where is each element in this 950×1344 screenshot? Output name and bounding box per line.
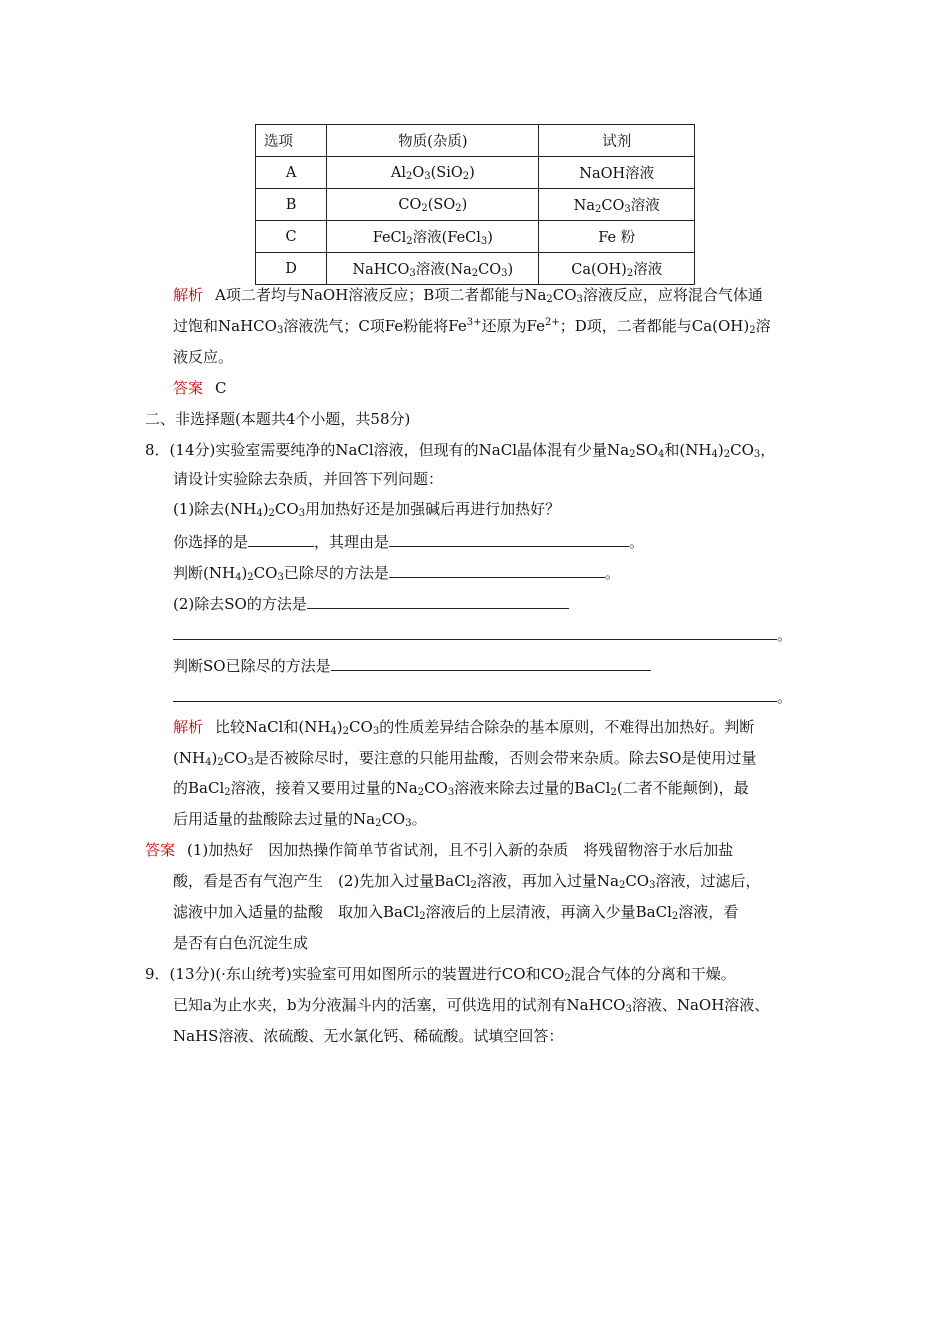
q8-answer-line-3: 滤液中加入适量的盐酸 取加入BaCl$_2$溶液后的上层清液，再滴入少量BaCl$_2$溶液，看 (173, 903, 739, 922)
table-row (256, 221, 695, 253)
answer-blank[interactable] (389, 531, 629, 547)
table-header-row (256, 125, 695, 157)
q8-analysis-line-3: 的BaCl$_2$溶液，接着又要用过量的$Na_2CO_3$溶液来除去过量的BaCl$_2$(二者不能颠倒)，最 (173, 779, 749, 798)
analysis-text: A项二者均与NaOH溶液反应；B项二者都能与$Na_2CO_3$溶液反应，应将混合气体通 (215, 286, 763, 305)
row-substance: $CO_2(SO_2)$ (327, 189, 539, 221)
judge-label: 判断SO已除尽的方法是 (173, 657, 331, 675)
answer-blank[interactable] (248, 531, 314, 547)
row-reagent: Fe 粉 (539, 221, 695, 253)
q8-stem-line-2: 请设计实验除去杂质，并回答下列问题： (173, 470, 444, 488)
q7-analysis-line-1 (173, 284, 763, 306)
row-reagent: $Na_2CO_3$溶液 (539, 189, 695, 221)
answer-label: 答案 (145, 841, 176, 859)
q8-analysis-line-4: 后用适量的盐酸除去过量的$Na_2CO_3$。 (173, 810, 427, 829)
row-option: D (256, 253, 327, 285)
q8-part-1: (1)除去$(NH_4)_2CO_3$用加热好还是加强碱后再进行加热好？ (173, 500, 561, 519)
period: 。 (777, 626, 793, 644)
q7-analysis-line-2: 过饱和NaHCO$_3$溶液洗气；C项Fe粉能将$Fe^{3+}$还原为$Fe^{2+}$；D项，二者都能与$Ca(OH)_2$溶 (173, 317, 771, 336)
answer-label: 答案 (173, 379, 204, 397)
q8-part-2 (173, 593, 569, 615)
answer-blank[interactable] (307, 593, 569, 609)
q8-judge-2-cont (173, 686, 792, 708)
q8-answer-line-1 (145, 839, 733, 861)
period: 。 (604, 564, 620, 582)
row-option: C (256, 221, 327, 253)
analysis-text: 比较NaCl和$(NH_4)_2CO_3$的性质差异结合除杂的基本原则，不难得出加热好。判断 (215, 718, 755, 737)
options-table (255, 124, 695, 285)
q8-answer-line-4: 是否有白色沉淀生成 (173, 934, 309, 952)
q8-judge-2 (173, 655, 651, 677)
row-option: A (256, 157, 327, 189)
row-substance: FeCl$_2$溶液(FeCl$_3$) (327, 221, 539, 253)
answer-blank[interactable] (173, 686, 777, 702)
q9-stem-line-2: 已知a为止水夹，b为分液漏斗内的活塞，可供选用的试剂有NaHCO$_3$溶液、NaOH溶液、 (173, 996, 770, 1015)
answer-text: (1)加热好 因加热操作简单节省试剂，且不引入新的杂质 将残留物溶于水后加盐 (187, 841, 734, 859)
q8-analysis-line-2: $(NH_4)_2CO_3$是否被除尽时，要注意的只能用盐酸，否则会带来杂质。除去SO是使用过量 (173, 749, 757, 768)
row-option: B (256, 189, 327, 221)
judge-label: 判断$(NH_4)_2CO_3$已除尽的方法是 (173, 564, 389, 583)
reason-label: ，其理由是 (314, 533, 390, 551)
analysis-label: 解析 (173, 286, 204, 304)
answer-blank[interactable] (389, 562, 605, 578)
row-reagent: $Ca(OH)_2$溶液 (539, 253, 695, 285)
q8-judge-1 (173, 562, 620, 584)
period: 。 (629, 533, 645, 551)
table-row (256, 253, 695, 285)
section-heading: 二、非选择题(本题共4个小题，共58分) (145, 410, 411, 428)
header-substance: 物质(杂质) (327, 125, 539, 157)
table-row (256, 157, 695, 189)
q8-answer-line-2: 酸，看是否有气泡产生 (2)先加入过量BaCl$_2$溶液，再加入过量$Na_2CO_3$溶液，过滤后， (173, 872, 761, 891)
answer-blank[interactable] (173, 624, 777, 640)
answer-blank[interactable] (331, 655, 651, 671)
q8-part-2-cont (173, 624, 792, 646)
q9-stem-line-1: 9．(13分)(·东山统考)实验室可用如图所示的装置进行CO和$CO_2$混合气体的分离和干燥。 (145, 965, 736, 984)
header-option: 选项 (256, 125, 327, 157)
q8-stem-line-1: 8．(14分)实验室需要纯净的NaCl溶液，但现有的NaCl晶体混有少量$Na_2SO_4$和$(NH_4)_2CO_3$， (145, 441, 776, 460)
q9-stem-line-3: NaHS溶液、浓硫酸、无水氯化钙、稀硫酸。试填空回答： (173, 1027, 564, 1045)
period: 。 (777, 688, 793, 706)
part2-label: (2)除去SO的方法是 (173, 595, 307, 613)
q8-choice-line (173, 531, 644, 553)
row-substance: NaHCO$_3$溶液$(Na_2CO_3)$ (327, 253, 539, 285)
row-reagent: NaOH溶液 (539, 157, 695, 189)
row-substance: $Al_2O_3(SiO_2)$ (327, 157, 539, 189)
q7-analysis-line-3: 液反应。 (173, 348, 234, 366)
choose-label: 你选择的是 (173, 533, 249, 551)
header-reagent: 试剂 (539, 125, 695, 157)
table-row (256, 189, 695, 221)
answer-value: C (215, 379, 227, 397)
q7-answer (173, 377, 227, 399)
q8-analysis-line-1 (173, 716, 754, 738)
analysis-label: 解析 (173, 718, 204, 736)
